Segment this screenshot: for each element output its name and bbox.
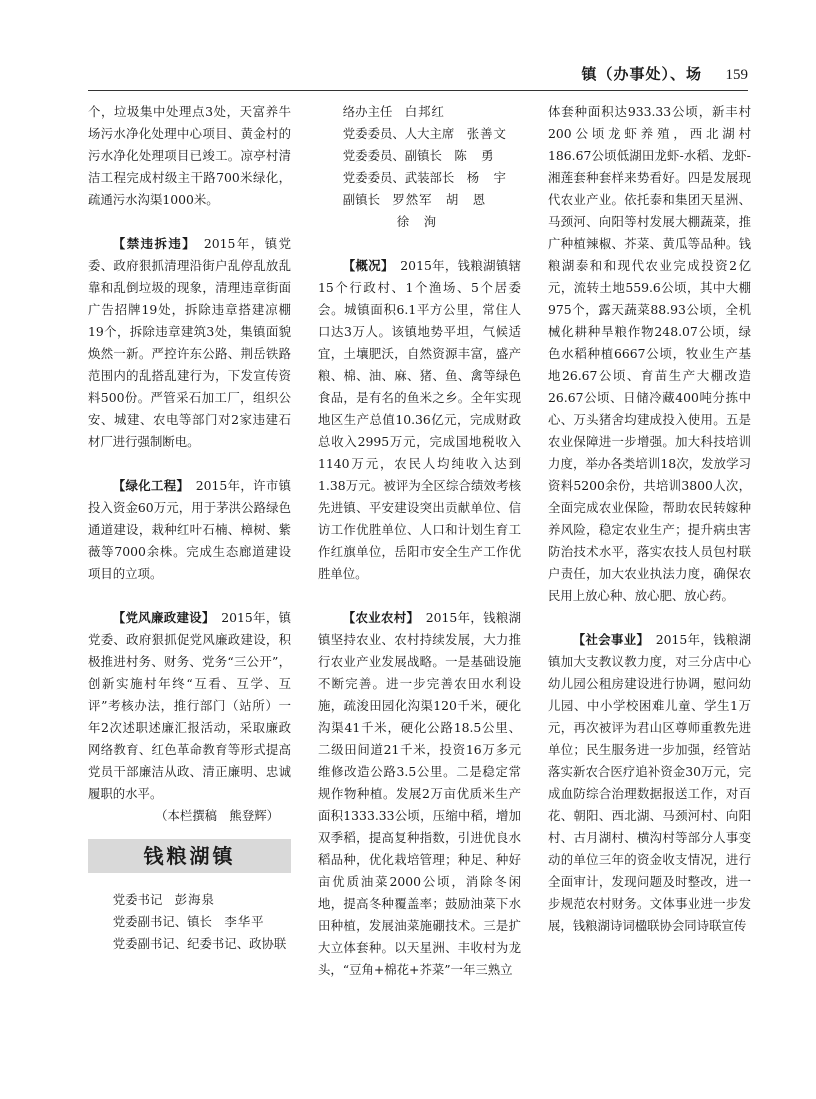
paragraph-continued: 个，垃圾集中处理点3处，天富养牛场污水净化处理中心项目、黄金村的污水净化处理项目已竣工。凉亭村清洁工程完成村级主干路700米绿化，疏通污水沟渠1000米。 [88,104,291,207]
section-heading: 【党风廉政建设】 [112,610,209,625]
staff-role: 党委委员、副镇长 [342,148,442,163]
section-title: 镇（办事处）、场 [581,65,702,83]
staff-role: 党委委员、武装部长 [342,170,455,185]
staff-role: 副镇长 [342,192,380,207]
staff-line [318,145,521,167]
section-body: 2015年，钱粮湖镇加大支教议教力度，对三分店中心幼儿园公租房建设进行协调，慰问幼儿园、中小学校困难儿童、学生1万元，再次被评为君山区尊师重教先进单位；民生服务进一步加强，经管站落实新农合医疗追补资金30万元，完成血防综合治理数据报送工作，对百花、朝阳、西北湖、马颈河村、向阳村、古月湖村、横沟村等部分人事变动的单位三年的资金收支情况，进行全面审计，发现问题及时整改，进一步规范农村财务。文体事业进一步发展，钱粮湖诗词楹联协会同诗联宣传 [548,632,751,933]
section-agriculture [318,607,521,981]
staff-role: 络办主任 [342,104,393,119]
staff-line [318,211,521,233]
staff-name: 白邦红 [404,104,445,119]
staff-line [318,167,521,189]
staff-name: 李华平 [224,914,265,929]
staff-line [318,189,521,211]
section-body: 2015年，钱粮湖镇辖15个行政村、1个渔场、5个居委会。城镇面积6.1平方公里，常住人口达3万人。该镇地势平坦，气候适宜，土壤肥沃，自然资源丰富，盛产粮、棉、油、麻、猪、鱼、禽等绿色食品，是有名的鱼米之乡。全年实现地区生产总值10.36亿元，完成财政总收入2995万元，完成国地税收入1140万元，农民人均纯收入达到1.38万元。被评为全区综合绩效考核先进镇、平安建设突出贡献单位、信访工作优胜单位、人口和计划生育工作红旗单位，岳阳市安全生产工作优胜单位。 [318,258,521,581]
section-social [548,629,751,937]
staff-line [318,123,521,145]
column-middle [318,101,521,981]
staff-role: 党委书记 [112,892,163,907]
section-body: 2015年，钱粮湖镇坚持农业、农村持续发展，大力推行农业产业发展战略。一是基础设施不断完善。进一步完善农田水利设施，疏浚田园化沟渠120千米，硬化沟渠41千米，硬化公路18.5公里、二级田间道21千米，投资16万多元维修改造公路3.5公里。二是稳定常规作物种植。发展2万亩优质米生产面积1333.33公顷，压缩中稻，增加双季稻，提高复种指数，引进优良水稻品种，优化栽培管理；种足、种好亩优质油菜2000公顷，消除冬闲地，提高冬种覆盖率；鼓励油菜下水田种植，发展油菜施硼技术。三是扩大立体套种。以天星洲、丰收村为龙头，“豆角+棉花+芥菜”一年三熟立 [318,610,521,977]
section-body: 2015年，镇党委、政府狠抓促党风廉政建设，积极推进村务、财务、党务“三公开”，创新实施村年终“互看、互学、互评”考核办法，推行部门（站所）一年2次述职述廉汇报活动，采取廉政网络教育、红色革命教育等形式提高党员干部廉洁从政、清正廉明、忠诚履职的水平。 [88,610,291,801]
staff-line [88,889,291,911]
staff-name: 徐 洵 [396,214,437,229]
staff-line [88,911,291,933]
column-right [548,101,751,937]
page-number: 159 [725,67,748,83]
section-body: 2015年，许市镇投入资金60万元，用于茅洪公路绿色通道建设，栽种红叶石楠、樟树、紫薇等7000余株。完成生态廊道建设项目的立项。 [88,478,291,581]
column-left [88,101,291,955]
section-heading: 【概况】 [342,258,388,273]
staff-line [318,101,521,123]
section-heading: 【社会事业】 [572,632,644,647]
section-heading: 【禁违拆违】 [112,236,190,251]
section-heading: 【绿化工程】 [112,478,184,493]
section-greening [88,475,291,585]
staff-name: 陈 勇 [454,148,495,163]
section-body: 2015年，镇党委、政府狠抓清理沿街户乱停乱放乱靠和乱倒垃圾的现象，清理违章街面广告招牌19处，拆除违章搭建凉棚19个，拆除违章建筑3处，集镇面貌焕然一新。严控许东公路、荆岳铁路范围内的乱搭乱建行为，下发宣传资料500份。严管采石加工厂，组织公安、城建、农电等部门对2家违建石材厂进行强制断电。 [88,236,291,449]
staff-role: 党委副书记、纪委书记、政协联 [112,936,287,951]
staff-name: 张善文 [466,126,507,141]
section-demolition [88,233,291,453]
section-heading: 【农业农村】 [342,610,414,625]
staff-line [88,933,291,955]
staff-role: 党委副书记、镇长 [112,914,212,929]
staff-name: 罗然军 胡 恩 [392,192,487,207]
byline: （本栏撰稿 熊登辉） [155,808,279,823]
section-integrity [88,607,291,805]
running-header [88,60,748,91]
staff-name: 杨 宇 [466,170,507,185]
section-overview [318,255,521,585]
staff-name: 彭海泉 [174,892,215,907]
staff-role: 党委委员、人大主席 [342,126,455,141]
paragraph-continued: 体套种面积达933.33公顷，新丰村200公顷龙虾养殖，西北湖村186.67公顷低湖田龙虾-水稻、龙虾-湘莲套种套样来势看好。四是发展现代农业产业。依托泰和集团天星洲、马颈河、向阳等村发展大棚蔬菜，推广种植辣椒、芥菜、黄瓜等品种。钱粮湖泰和和现代农业完成投资2亿元，流转土地559.6公顷，其中大棚975个，露天蔬菜88.93公顷，全机械化耕种旱粮作物248.07公顷，绿色水稻种植6667公顷，牧业生产基地26.67公顷、育苗生产大棚改造26.67公顷、日储冷藏400吨分拣中心、万头猪舍均建成投入使用。五是农业保障进一步增强。加大科技培训力度，举办各类培训18次，发放学习资料5200余份，共培训3800人次，全面完成农业保险，帮助农民转嫁种养风险，稳定农业生产；提升病虫害防治技术水平，落实农技人员包村联户责任，加大农业执法力度，确保农民用上放心种、放心肥、放心药。 [548,104,751,603]
town-title: 钱粮湖镇 [88,839,291,873]
